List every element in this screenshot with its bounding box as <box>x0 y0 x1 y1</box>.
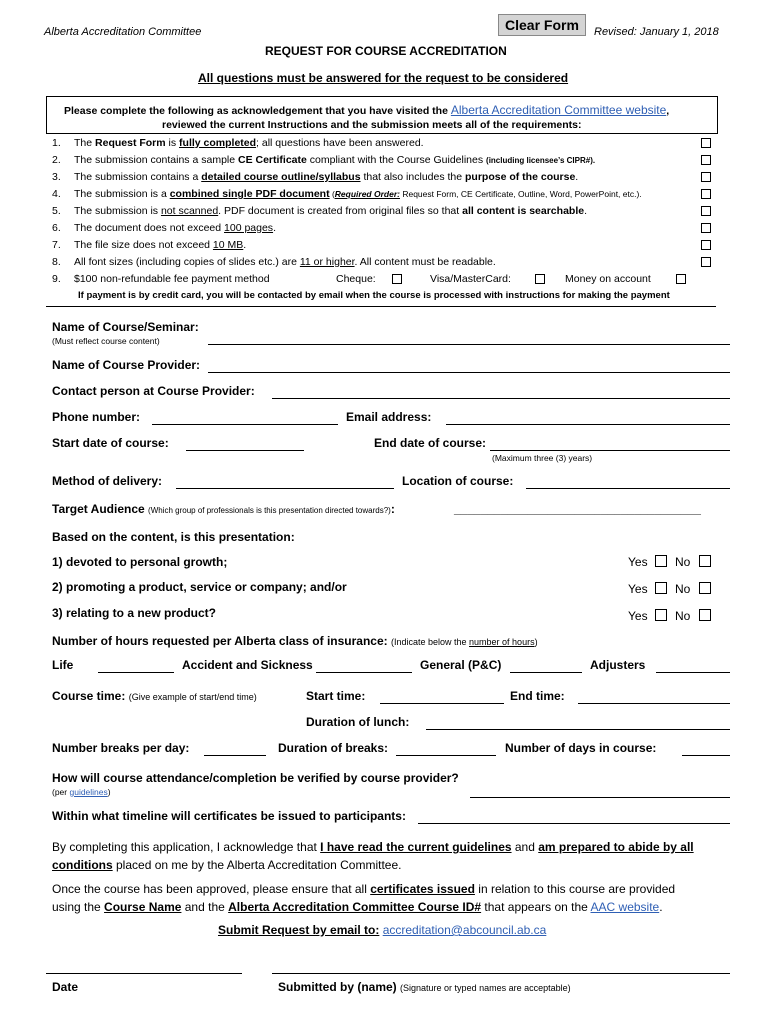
item-number: 3. <box>52 171 61 183</box>
item-text: $100 non-refundable fee payment method <box>74 273 270 285</box>
revised-date: Revised: January 1, 2018 <box>594 26 719 38</box>
q1-no-label: No <box>675 555 691 569</box>
timeline-label: Within what timeline will certificates be issued to participants: <box>52 809 406 823</box>
contact-field[interactable] <box>272 398 730 399</box>
item-text: The file size does not exceed <box>74 239 213 251</box>
q3-yes-checkbox[interactable] <box>655 609 667 621</box>
audience-note: (Which group of professionals is this presentation directed towards?) <box>148 506 391 515</box>
item-text: All font sizes (including copies of slides etc.) are <box>74 256 300 268</box>
audience-field[interactable]: _____________________________________ <box>454 502 701 516</box>
closing-text: am prepared to abide by all <box>538 840 694 854</box>
course-name-label: Name of Course/Seminar: <box>52 320 199 334</box>
days-label: Number of days in course: <box>505 741 657 755</box>
closing-text: Once the course has been approved, please ensure that all <box>52 882 371 896</box>
item-text: compliant with the Course Guidelines <box>306 154 487 166</box>
checklist-item-6 <box>52 222 276 234</box>
submitted-by-text: Submitted by (name) <box>278 980 397 994</box>
checklist-item-9 <box>52 273 270 285</box>
question-2: 2) promoting a product, service or company; and/or <box>52 580 347 594</box>
submitted-by-label <box>278 980 571 994</box>
phone-field[interactable] <box>152 424 338 425</box>
adjusters-label: Adjusters <box>590 658 646 672</box>
closing-text: Alberta Accreditation Committee Course ID# <box>228 900 482 914</box>
item-text: . PDF document is created from original files so that <box>218 205 463 217</box>
item-text: . All content must be readable. <box>354 256 496 268</box>
question-1: 1) devoted to personal growth; <box>52 555 228 569</box>
checklist-item-7 <box>52 239 246 251</box>
item-number: 4. <box>52 188 61 200</box>
closing-text: placed on me by the Alberta Accreditation Committee. <box>112 858 402 872</box>
contact-label: Contact person at Course Provider: <box>52 384 255 398</box>
clear-form-button[interactable]: Clear Form <box>498 14 586 36</box>
item-text: . <box>584 205 587 217</box>
days-field[interactable] <box>682 755 730 756</box>
max-years-note: (Maximum three (3) years) <box>492 453 593 463</box>
per-text: (per <box>52 787 70 797</box>
requirement-7-checkbox[interactable] <box>701 240 711 250</box>
item-text: CE Certificate <box>238 154 307 166</box>
closing-text: that appears on the <box>481 900 591 914</box>
item-text: The submission contains a <box>74 171 202 183</box>
audience-label <box>52 502 395 516</box>
page-subtitle: All questions must be answered for the request to be considered <box>198 71 569 85</box>
lunch-field[interactable] <box>426 729 730 730</box>
requirement-3-checkbox[interactable] <box>701 172 711 182</box>
committee-name: Alberta Accreditation Committee <box>44 26 202 38</box>
requirement-6-checkbox[interactable] <box>701 223 711 233</box>
checklist-item-8 <box>52 256 496 268</box>
requirement-1-checkbox[interactable] <box>701 138 711 148</box>
course-name-field[interactable] <box>208 344 730 345</box>
phone-label: Phone number: <box>52 410 141 424</box>
audience-text: Target Audience <box>52 502 145 516</box>
item-text: purpose of the course <box>465 171 576 183</box>
checklist-item-2 <box>52 154 595 166</box>
requirement-8-checkbox[interactable] <box>701 257 711 267</box>
item-text: The submission is <box>74 205 161 217</box>
item-number: 2. <box>52 154 61 166</box>
closing-text: conditions <box>52 858 113 872</box>
breaks-label: Number breaks per day: <box>52 741 190 755</box>
q1-yes-checkbox[interactable] <box>655 555 667 567</box>
q1-yes-label: Yes <box>628 555 648 569</box>
provider-field[interactable] <box>208 372 730 373</box>
email-label: Email address: <box>346 410 432 424</box>
closing-text: and <box>511 840 539 854</box>
hours-note: (Indicate below the <box>390 637 470 647</box>
item-text: . <box>243 239 247 251</box>
cheque-label: Cheque: <box>336 273 376 285</box>
item-text: 11 or higher <box>299 256 355 268</box>
requirement-2-checkbox[interactable] <box>701 155 711 165</box>
requirement-5-checkbox[interactable] <box>701 206 711 216</box>
q3-no-checkbox[interactable] <box>699 609 711 621</box>
end-time-field[interactable] <box>578 703 730 704</box>
hours-note-underlined: number of hours <box>469 637 535 647</box>
aac-website-link[interactable]: Alberta Accreditation Committee website <box>450 103 667 117</box>
course-time-note: (Give example of start/end time) <box>128 692 257 702</box>
location-field[interactable] <box>526 488 730 489</box>
closing-text: Course Name <box>104 900 182 914</box>
break-duration-label: Duration of breaks: <box>278 741 389 755</box>
checklist-item-1 <box>52 137 424 149</box>
item-text: The <box>74 137 96 149</box>
q2-no-label: No <box>675 582 691 596</box>
item-text: The submission is a <box>74 188 170 200</box>
end-time-label: End time: <box>510 689 565 703</box>
ack-text: Please complete the following as acknowledgement that you have visited the <box>64 105 448 117</box>
based-on-label: Based on the content, is this presentation: <box>52 530 295 544</box>
checklist-item-4 <box>52 188 642 200</box>
checklist-item-5 <box>52 205 587 217</box>
breaks-field[interactable] <box>204 755 266 756</box>
item-text: detailed course outline/syllabus <box>201 171 361 183</box>
item-text: that also includes the <box>360 171 466 183</box>
closing-text: . <box>659 900 663 914</box>
life-label: Life <box>52 658 74 672</box>
delivery-label: Method of delivery: <box>52 474 163 488</box>
date-label: Date <box>52 980 79 994</box>
course-name-note: (Must reflect course content) <box>52 336 160 346</box>
q2-no-checkbox[interactable] <box>699 582 711 594</box>
acknowledgement-paragraph <box>52 838 732 874</box>
q2-yes-checkbox[interactable] <box>655 582 667 594</box>
audience-colon: : <box>390 502 395 516</box>
page-title: REQUEST FOR COURSE ACCREDITATION <box>265 44 507 58</box>
signature-field[interactable] <box>272 973 730 974</box>
timeline-field[interactable] <box>418 823 730 824</box>
item-text: all content is searchable <box>462 205 585 217</box>
item-number: 9. <box>52 273 61 285</box>
end-date-field[interactable] <box>490 450 730 451</box>
guidelines-link[interactable]: guidelines <box>69 787 108 797</box>
life-hours-field[interactable] <box>98 672 174 673</box>
end-date-label: End date of course: <box>374 436 487 450</box>
item-text: The document does not exceed <box>74 222 225 234</box>
closing-text: I have read the current guidelines <box>320 840 512 854</box>
closing-text: certificates issued <box>370 882 475 896</box>
item-text: fully completed <box>179 137 257 149</box>
item-number: 8. <box>52 256 61 268</box>
adjusters-hours-field[interactable] <box>656 672 730 673</box>
accident-label: Accident and Sickness <box>182 658 313 672</box>
item-number: 6. <box>52 222 61 234</box>
q3-no-label: No <box>675 609 691 623</box>
hours-note-close: ) <box>534 637 538 647</box>
question-3: 3) relating to a new product? <box>52 606 217 620</box>
closing-text: in relation to this course are provided <box>474 882 676 896</box>
item-text: . <box>575 171 579 183</box>
closing-text: and the <box>181 900 229 914</box>
submitted-by-note: (Signature or typed names are acceptable) <box>400 983 571 993</box>
delivery-field[interactable] <box>176 488 394 489</box>
ack-line-1 <box>64 103 669 117</box>
start-time-label: Start time: <box>306 689 366 703</box>
start-time-field[interactable] <box>380 703 504 704</box>
general-hours-field[interactable] <box>510 672 582 673</box>
item-text: not scanned <box>160 205 219 217</box>
money-checkbox[interactable] <box>676 274 686 284</box>
location-label: Location of course: <box>402 474 514 488</box>
guidelines-note <box>52 787 111 797</box>
q3-yes-label: Yes <box>628 609 648 623</box>
per-close: ) <box>107 787 111 797</box>
general-label: General (P&C) <box>420 658 502 672</box>
item-text: is <box>165 137 180 149</box>
lunch-label: Duration of lunch: <box>306 715 410 729</box>
accident-hours-field[interactable] <box>316 672 412 673</box>
requirement-4-checkbox[interactable] <box>701 189 711 199</box>
item-text: Request Form, CE Certificate, Outline, Word, PowerPoint, etc.). <box>399 189 642 199</box>
course-time-label <box>52 689 257 703</box>
checklist-item-3 <box>52 171 578 183</box>
course-time-text: Course time: <box>52 689 126 703</box>
item-text: Request Form <box>95 137 166 149</box>
provider-label: Name of Course Provider: <box>52 358 201 372</box>
item-text: (including licensee’s CIPR#). <box>486 156 596 165</box>
attendance-label: How will course attendance/completion be verified by course provider? <box>52 771 459 785</box>
certificate-paragraph <box>52 880 732 916</box>
submit-label: Submit Request by email to: <box>218 923 380 937</box>
ack-comma: , <box>666 105 670 117</box>
item-text: Required Order: <box>334 189 400 199</box>
section-divider <box>46 306 716 307</box>
ack-line-2: reviewed the current Instructions and the submission meets all of the requirements: <box>162 119 582 131</box>
visa-checkbox[interactable] <box>535 274 545 284</box>
item-text: ; all questions have been answered. <box>256 137 424 149</box>
q1-no-checkbox[interactable] <box>699 555 711 567</box>
money-label: Money on account <box>565 273 651 285</box>
item-text: . <box>273 222 276 234</box>
item-text: combined single PDF document <box>169 188 330 200</box>
item-text: 100 pages <box>224 222 274 234</box>
submit-email-link[interactable]: accreditation@abcouncil.ab.ca <box>382 923 547 937</box>
q2-yes-label: Yes <box>628 582 648 596</box>
aac-website-link-2[interactable]: AAC website <box>590 900 660 914</box>
hours-text: Number of hours requested per Alberta class of insurance: <box>52 634 388 648</box>
payment-note: If payment is by credit card, you will be contacted by email when the course is processed with instructions for making the payment <box>78 290 670 301</box>
item-text: The submission contains a sample <box>74 154 238 166</box>
closing-text: By completing this application, I acknowledge that <box>52 840 321 854</box>
cheque-checkbox[interactable] <box>392 274 402 284</box>
email-field[interactable] <box>446 424 730 425</box>
date-field[interactable] <box>46 973 242 974</box>
item-number: 7. <box>52 239 61 251</box>
item-text: 10 MB <box>212 239 244 251</box>
closing-text: using the <box>52 900 105 914</box>
attendance-field[interactable] <box>470 797 730 798</box>
visa-label: Visa/MasterCard: <box>430 273 511 285</box>
start-date-label: Start date of course: <box>52 436 169 450</box>
item-text: ( <box>329 189 335 199</box>
break-duration-field[interactable] <box>396 755 496 756</box>
item-number: 1. <box>52 137 61 149</box>
start-date-field[interactable] <box>186 450 304 451</box>
item-number: 5. <box>52 205 61 217</box>
hours-label <box>52 634 538 648</box>
submit-line <box>218 923 546 937</box>
